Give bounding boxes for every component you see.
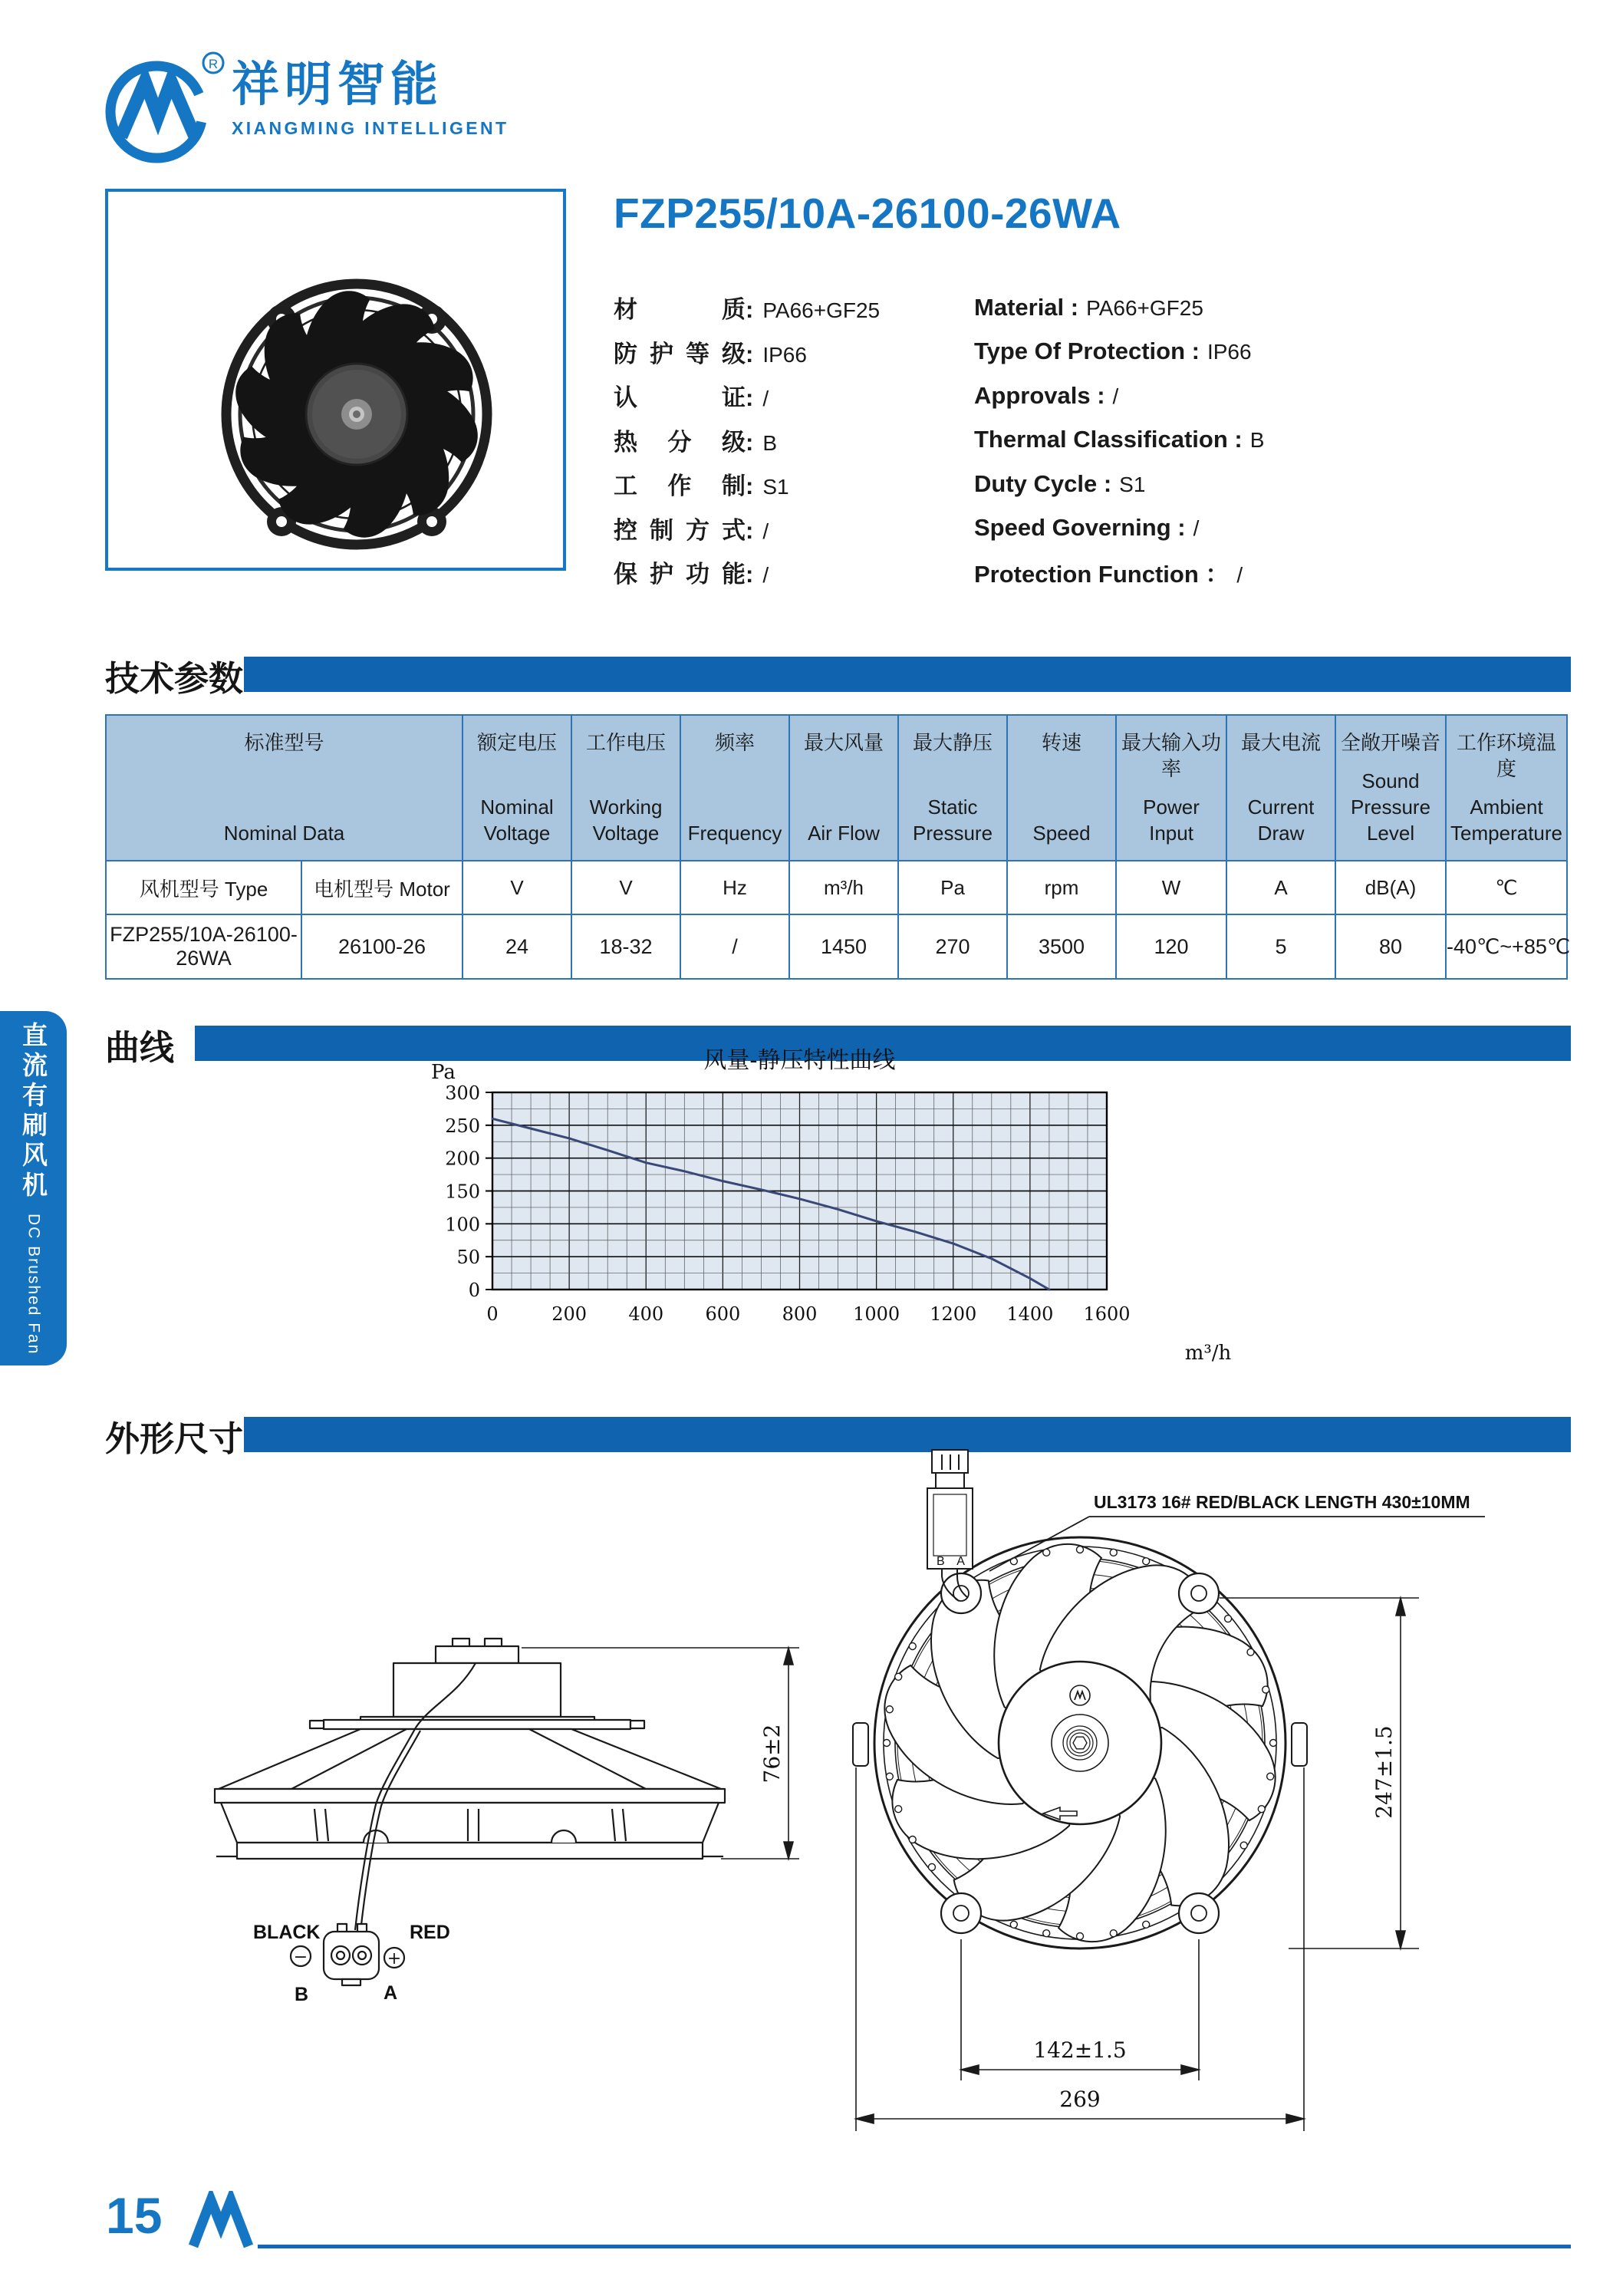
svg-text:1600: 1600: [1083, 1303, 1131, 1325]
spec-en-value: /: [1112, 384, 1119, 408]
brand-name-cn: 祥明智能: [232, 58, 444, 111]
data-cell: 18-32: [571, 914, 680, 979]
spec-row-speed-governing: 控制方式 : / Speed Governing : /: [614, 506, 1595, 551]
svg-text:400: 400: [628, 1303, 664, 1325]
table-header-row: [106, 715, 1567, 861]
product-photo-frame: [105, 189, 566, 571]
spec-row-duty-cycle: 工作制 : S1 Duty Cycle : S1: [614, 462, 1595, 506]
svg-text:1200: 1200: [930, 1303, 977, 1325]
photo-hub: [306, 364, 407, 465]
spec-cn-value: IP66: [762, 342, 807, 367]
svg-text:600: 600: [705, 1303, 741, 1325]
terminal-b-label: B: [295, 1984, 309, 2005]
airflow-pressure-chart: [368, 1037, 1365, 1398]
data-cell: 270: [898, 914, 1007, 979]
spec-en-value: /: [1236, 563, 1243, 588]
dim-height-label: 76±2: [759, 1724, 785, 1784]
performance-chart: [368, 1037, 1365, 1402]
header-col: 额定电压 Nominal Voltage: [463, 715, 571, 861]
front-view-drawing: [836, 1442, 1595, 2171]
header-col: 工作环境温度 Ambient Temperature: [1446, 715, 1567, 861]
spec-cn-label: 材质: [614, 296, 746, 324]
registered-r: R: [208, 57, 219, 71]
footer-logo-icon: [187, 2191, 255, 2251]
svg-text:1400: 1400: [1006, 1303, 1054, 1325]
unit-cell: W: [1116, 861, 1226, 914]
dim-pitch-label: 142±1.5: [1033, 2037, 1127, 2063]
svg-text:0: 0: [486, 1303, 499, 1325]
header-nominal: [106, 715, 463, 861]
svg-text:250: 250: [445, 1115, 480, 1137]
front-hub: [999, 1662, 1161, 1824]
unit-cell: dB(A): [1335, 861, 1446, 914]
data-cell-motor: 26100-26: [301, 914, 463, 979]
section-title-tech: 技术参数: [105, 659, 244, 698]
svg-text:200: 200: [551, 1303, 588, 1325]
spec-en-label: Thermal Classification :: [974, 426, 1243, 453]
table-unit-row: [106, 861, 1567, 914]
header-col: 工作电压 Working Voltage: [571, 715, 680, 861]
spec-en-label: Approvals :: [974, 381, 1105, 409]
svg-text:Pa: Pa: [431, 1061, 456, 1084]
brand-logo-icon: [98, 46, 229, 169]
front-view-svg: [836, 1442, 1595, 2167]
spec-en-value: PA66+GF25: [1086, 295, 1203, 320]
header-col: 转速 Speed: [1007, 715, 1116, 861]
header-nominal-cn: 标准型号: [244, 731, 324, 754]
spec-row-protection-function: 保护功能 : / Protection Function ： /: [614, 550, 1595, 595]
brand-logo-text: [232, 58, 509, 139]
terminal-a-label: A: [384, 1982, 398, 2004]
sidebar-category-en: DC Brushed Fan: [25, 1213, 43, 1356]
connector-pins-label: B A: [937, 1555, 970, 1568]
data-cell-type: FZP255/10A-26100-26WA: [106, 914, 301, 979]
unit-cell: A: [1226, 861, 1335, 914]
unit-cell: V: [463, 861, 571, 914]
data-cell: 1450: [789, 914, 898, 979]
spec-cn-label: 防护等级: [614, 340, 746, 367]
dim-diameter-label: 247±1.5: [1371, 1725, 1397, 1819]
unit-cell: ℃: [1446, 861, 1567, 914]
header-col: 全敞开噪音 Sound Pressure Level: [1335, 715, 1446, 861]
table-data-row: [106, 914, 1567, 979]
data-cell: /: [680, 914, 789, 979]
svg-text:300: 300: [445, 1082, 480, 1104]
spec-cn-value: B: [762, 430, 778, 455]
svg-text:m³/h: m³/h: [1184, 1342, 1232, 1365]
header-col: 最大静压 Static Pressure: [898, 715, 1007, 861]
spec-cn-value: S1: [762, 475, 789, 499]
unit-cell: 风机型号 Type: [106, 861, 301, 914]
spec-en-value: IP66: [1207, 340, 1252, 364]
section-bar-tech: [244, 657, 1571, 692]
spec-en-value: /: [1193, 516, 1200, 541]
dim-width-label: 269: [1059, 2087, 1101, 2112]
sidebar-category-cn: 直流有刷风机: [19, 1021, 48, 1201]
minus-sign: −: [293, 1948, 308, 1967]
svg-text:1000: 1000: [853, 1303, 900, 1325]
plus-sign: +: [387, 1949, 402, 1968]
data-cell: -40℃~+85℃: [1446, 914, 1567, 979]
footer-rule: [258, 2245, 1571, 2248]
data-cell: 3500: [1007, 914, 1116, 979]
spec-en-value: B: [1249, 428, 1265, 453]
unit-cell: V: [571, 861, 680, 914]
svg-text:150: 150: [445, 1181, 480, 1203]
data-cell: 5: [1226, 914, 1335, 979]
terminal-red-label: RED: [410, 1922, 450, 1943]
cable-spec-label: UL3173 16# RED/BLACK LENGTH 430±10MM: [1094, 1492, 1470, 1512]
svg-text:0: 0: [468, 1280, 480, 1301]
spec-en-label: Duty Cycle :: [974, 469, 1112, 497]
svg-text:50: 50: [456, 1247, 480, 1269]
data-cell: 80: [1335, 914, 1446, 979]
svg-text:200: 200: [445, 1148, 480, 1170]
unit-cell: rpm: [1007, 861, 1116, 914]
spec-row-material: 材质 : PA66+GF25 Material : PA66+GF25: [614, 285, 1595, 330]
spec-cn-label: 热分级: [614, 428, 746, 456]
spec-cn-value: PA66+GF25: [762, 298, 881, 323]
spec-row-thermal-class: 热分级 : B Thermal Classification : B: [614, 418, 1595, 463]
header-col: 最大输入功率 Power Input: [1116, 715, 1226, 861]
brand-name-en: XIANGMING INTELLIGENT: [232, 118, 509, 138]
spec-cn-label: 认证: [614, 384, 746, 412]
spec-cn-label: 工作制: [614, 473, 746, 500]
section-title-curve: 曲线: [105, 1028, 175, 1067]
svg-text:风量-静压特性曲线: 风量-静压特性曲线: [703, 1047, 896, 1074]
unit-cell: Hz: [680, 861, 789, 914]
unit-cell: m³/h: [789, 861, 898, 914]
spec-list: [614, 285, 1595, 595]
page-number: 15: [106, 2187, 163, 2244]
spec-cn-label: 保护功能: [614, 561, 746, 588]
side-view-drawing: [130, 1565, 867, 2029]
spec-cn-value: /: [762, 519, 769, 543]
sidebar-category-tab: [0, 1011, 67, 1365]
spec-cn-value: /: [762, 563, 769, 588]
unit-cell: Pa: [898, 861, 1007, 914]
spec-en-label: Speed Governing :: [974, 514, 1186, 542]
spec-en-label: Material :: [974, 293, 1079, 321]
spec-cn-value: /: [762, 387, 769, 411]
header-col: 频率 Frequency: [680, 715, 789, 861]
page-title: FZP255/10A-26100-26WA: [614, 189, 1121, 237]
spec-en-label: Type Of Protection :: [974, 338, 1200, 365]
spec-cn-label: 控制方式: [614, 516, 746, 544]
unit-cell: 电机型号 Motor: [301, 861, 463, 914]
data-cell: 24: [463, 914, 571, 979]
spec-en-label: Protection Function ：: [974, 561, 1230, 588]
header-nominal-en: Nominal Data: [223, 822, 345, 845]
terminal-black-label: BLACK: [253, 1922, 321, 1943]
svg-text:100: 100: [445, 1214, 480, 1236]
data-cell: 120: [1116, 914, 1226, 979]
section-title-dims: 外形尺寸: [105, 1419, 244, 1458]
svg-text:800: 800: [782, 1303, 818, 1325]
spec-row-approvals: 认证 : / Approvals : /: [614, 374, 1595, 418]
side-view-svg: [130, 1565, 867, 2025]
tech-params-table: [105, 714, 1571, 980]
logo-m-glyph: [121, 81, 195, 137]
header-col: 最大风量 Air Flow: [789, 715, 898, 861]
header-col: 最大电流 Current Draw: [1226, 715, 1335, 861]
product-photo-fan-image: [108, 192, 563, 568]
spec-row-protection-type: 防护等级 : IP66 Type Of Protection : IP66: [614, 330, 1595, 374]
spec-en-value: S1: [1119, 472, 1146, 496]
